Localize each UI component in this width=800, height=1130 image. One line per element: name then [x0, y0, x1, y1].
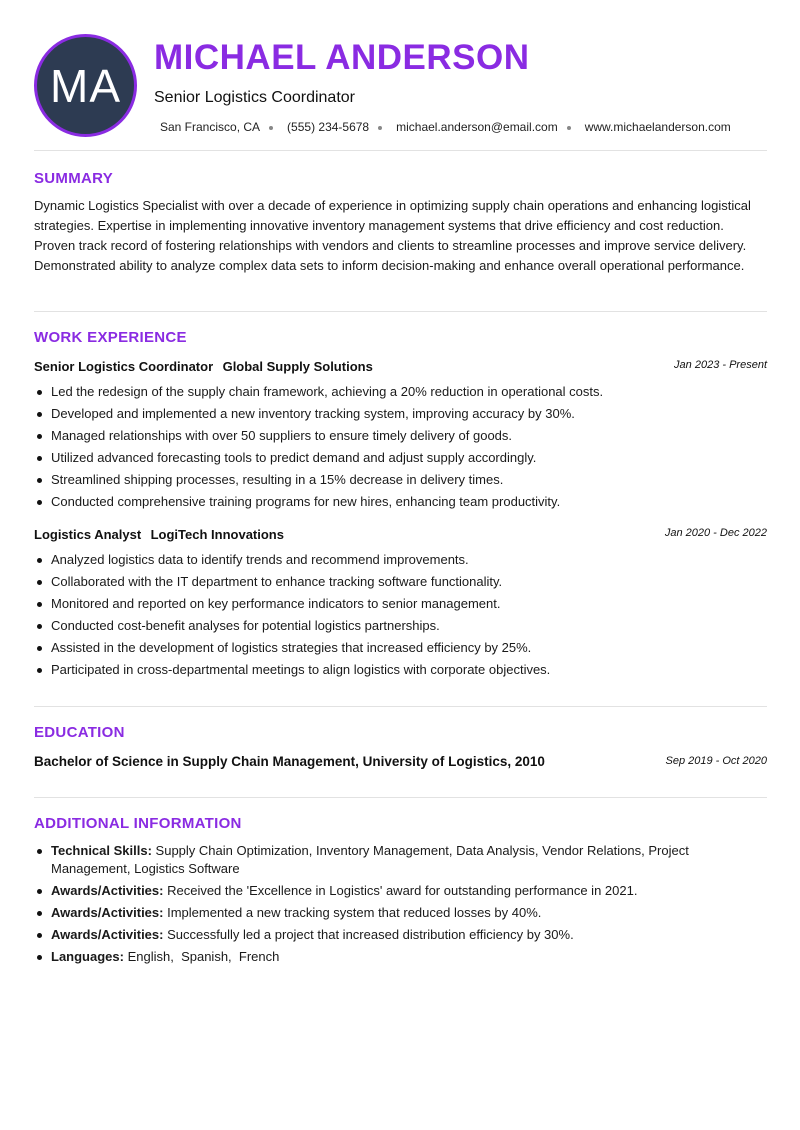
candidate-title: Senior Logistics Coordinator: [154, 89, 355, 106]
avatar-initials: MA: [50, 59, 121, 112]
list-item: Managed relationships with over 50 suppliers to ensure timely delivery of goods.: [34, 425, 767, 447]
list-item: Utilized advanced forecasting tools to predict demand and adjust supply accordingly.: [34, 447, 767, 469]
info-label: Languages:: [51, 949, 124, 964]
additional-heading: ADDITIONAL INFORMATION: [34, 815, 242, 832]
list-item: Assisted in the development of logistics strategies that increased efficiency by 25%.: [34, 637, 767, 659]
additional-list: [34, 842, 734, 970]
avatar: [34, 34, 137, 137]
job-header: [34, 358, 767, 376]
resume-header: [34, 34, 767, 149]
list-item: [34, 842, 734, 878]
list-item: Developed and implemented a new inventory tracking system, improving accuracy by 30%.: [34, 403, 767, 425]
list-item: Collaborated with the IT department to enhance tracking software functionality.: [34, 571, 767, 593]
list-item: Monitored and reported on key performance indicators to senior management.: [34, 593, 767, 615]
info-label: Awards/Activities:: [51, 883, 164, 898]
divider: [34, 150, 767, 151]
summary-heading: SUMMARY: [34, 170, 114, 187]
list-item: Analyzed logistics data to identify trends and recommend improvements.: [34, 549, 767, 571]
list-item: Conducted comprehensive training programs for new hires, enhancing team productivity.: [34, 491, 767, 513]
divider: [34, 706, 767, 707]
education-degree: Bachelor of Science in Supply Chain Management, University of Logistics, 2010: [34, 754, 545, 769]
contact-website[interactable]: www.michaelanderson.com: [584, 120, 731, 134]
summary-text: Dynamic Logistics Specialist with over a decade of experience in optimizing supply chain operations and enhancing logistical strategies. Expertise in implementing innovative inventory management systems that drive efficiency and cost reduction. Proven track record of fostering relationships with vendors and clients to streamline processes and improve service delivery. Demonstrated ability to analyze complex data sets to inform decision-making and enhance overall operational performance.: [34, 198, 751, 273]
job-company: Global Supply Solutions: [222, 359, 373, 374]
info-text: Implemented a new tracking system that reduced losses by 40%.: [167, 905, 542, 920]
list-item: [34, 948, 734, 966]
education-heading: EDUCATION: [34, 724, 125, 741]
info-text: English, Spanish, French: [127, 949, 280, 964]
info-label: Awards/Activities:: [51, 905, 164, 920]
separator-dot-icon: [269, 126, 273, 130]
contact-phone: (555) 234-5678: [287, 120, 370, 134]
list-item: [34, 882, 734, 900]
job-role: Senior Logistics Coordinator: [34, 359, 214, 374]
divider: [34, 311, 767, 312]
info-text: Supply Chain Optimization, Inventory Management, Data Analysis, Vendor Relations, Project Management, Logistics Software: [51, 843, 689, 876]
job-dates: Jan 2020 - Dec 2022: [664, 527, 767, 539]
contact-location: San Francisco, CA: [160, 120, 261, 134]
job-dates: Jan 2023 - Present: [674, 359, 767, 371]
info-label: Technical Skills:: [51, 843, 152, 858]
job-role: Logistics Analyst: [34, 527, 142, 542]
job-company: LogiTech Innovations: [150, 527, 284, 542]
list-item: Conducted cost-benefit analyses for potential logistics partnerships.: [34, 615, 767, 637]
separator-dot-icon: [378, 126, 382, 130]
job-bullets: [34, 381, 767, 513]
experience-heading: WORK EXPERIENCE: [34, 329, 187, 346]
separator-dot-icon: [567, 126, 571, 130]
contact-line: [160, 120, 731, 134]
list-item: Streamlined shipping processes, resulting in a 15% decrease in delivery times.: [34, 469, 767, 491]
divider: [34, 797, 767, 798]
candidate-name: MICHAEL ANDERSON: [154, 38, 530, 77]
education-dates: Sep 2019 - Oct 2020: [665, 755, 767, 767]
list-item: [34, 926, 734, 944]
job-bullets: [34, 549, 767, 681]
education-entry: [34, 753, 767, 771]
contact-email[interactable]: michael.anderson@email.com: [396, 120, 558, 134]
job-header: [34, 526, 767, 544]
list-item: [34, 904, 734, 922]
info-text: Received the 'Excellence in Logistics' award for outstanding performance in 2021.: [167, 883, 638, 898]
list-item: Participated in cross-departmental meetings to align logistics with corporate objectives.: [34, 659, 767, 681]
list-item: Led the redesign of the supply chain framework, achieving a 20% reduction in operational costs.: [34, 381, 767, 403]
info-label: Awards/Activities:: [51, 927, 164, 942]
info-text: Successfully led a project that increased distribution efficiency by 30%.: [167, 927, 574, 942]
